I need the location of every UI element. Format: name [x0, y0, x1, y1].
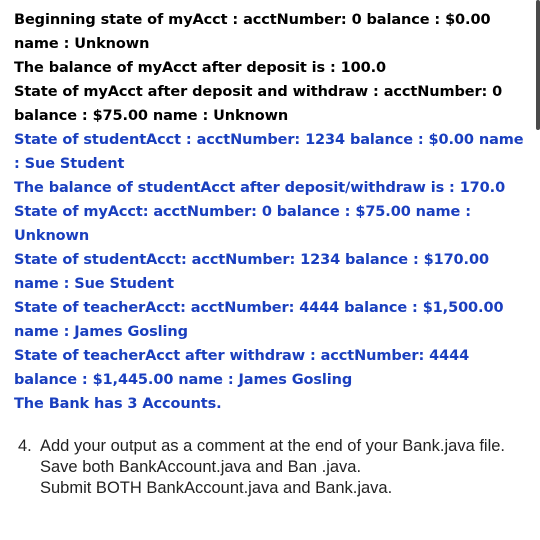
output-line-student-state: State of studentAcct : acctNumber: 1234 balance : $0.00 name : Sue Student [14, 132, 524, 172]
output-line-account-count: The Bank has 3 Accounts. [14, 396, 222, 412]
instructions-list [18, 436, 524, 499]
output-line-teacheracct-after-withdraw: State of teacherAcct after withdraw : acctNumber: 4444 balance : $1,445.00 name : James Gosling [14, 348, 470, 388]
output-line-myacct-state: State of myAcct: acctNumber: 0 balance : $75.00 name : Unknown [14, 204, 471, 244]
instruction-body [40, 436, 524, 499]
instruction-item [18, 436, 524, 499]
output-line-state-after-deposit-withdraw: State of myAcct after deposit and withdraw : acctNumber: 0 balance : $75.00 name : Unknown [14, 84, 503, 124]
output-line-balance-after-deposit: The balance of myAcct after deposit is : 100.0 [14, 60, 387, 76]
output-line-studentacct-state: State of studentAcct: acctNumber: 1234 balance : $170.00 name : Sue Student [14, 252, 489, 292]
output-line-student-balance: The balance of studentAcct after deposit/withdraw is : 170.0 [14, 180, 506, 196]
program-output [14, 8, 528, 416]
instruction-number: 4. [18, 437, 32, 455]
instruction-line-add-output: Add your output as a comment at the end of your Bank.java file. [40, 437, 506, 455]
instruction-line-save-files: Save both BankAccount.java and Ban .java. [40, 458, 362, 476]
scroll-indicator[interactable] [536, 0, 540, 130]
instruction-line-submit-files: Submit BOTH BankAccount.java and Bank.java. [40, 479, 393, 497]
output-line-teacheracct-state: State of teacherAcct: acctNumber: 4444 balance : $1,500.00 name : James Gosling [14, 300, 504, 340]
output-line-initial-state: Beginning state of myAcct : acctNumber: 0 balance : $0.00 name : Unknown [14, 12, 491, 52]
